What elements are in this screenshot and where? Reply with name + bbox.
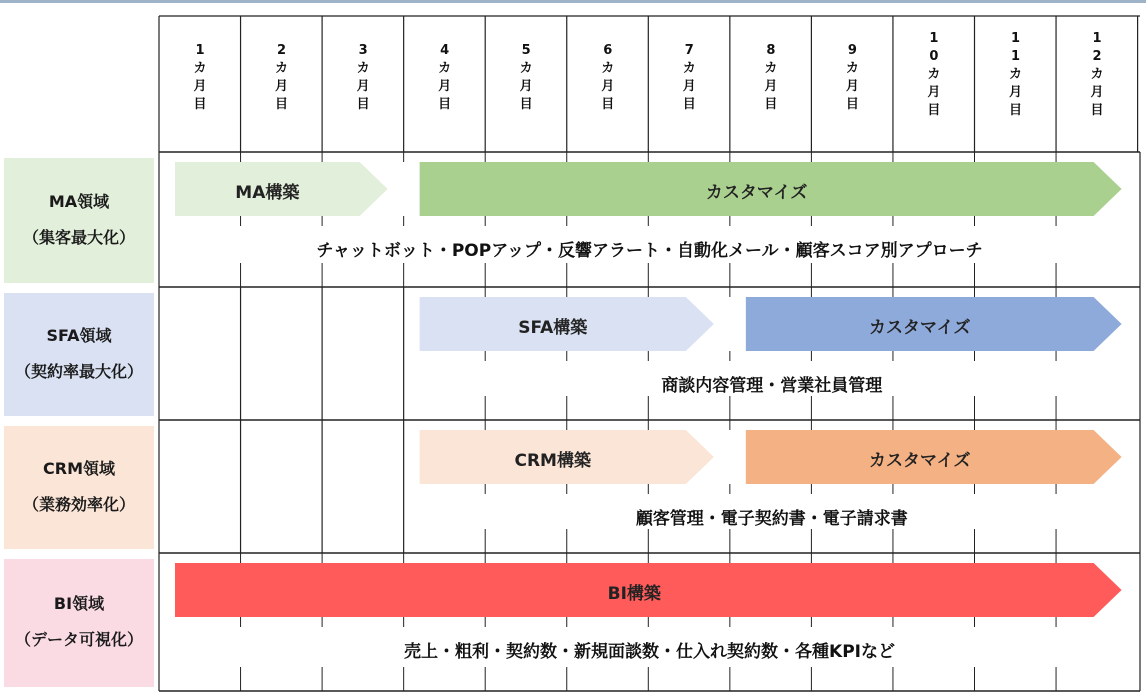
month-header-char: カ (193, 61, 207, 76)
month-header-char: 月 (845, 79, 859, 94)
row-label (4, 184, 154, 256)
phase-arrow-label: カスタマイズ (868, 318, 971, 338)
month-header-char: カ (1090, 67, 1104, 82)
month-header-5 (485, 42, 567, 114)
month-header-char: 目 (519, 97, 533, 112)
row-label (4, 451, 154, 523)
row-description: 顧客管理・電子契約書・電子請求書 (635, 509, 908, 529)
phase-arrow-label: MA構築 (235, 183, 300, 203)
row-description: 売上・粗利・契約数・新規面談数・仕入れ契約数・各種KPIなど (404, 642, 895, 662)
month-header-6 (567, 42, 649, 114)
month-header-char: 7 (684, 43, 694, 58)
month-header-char: 月 (1090, 85, 1104, 100)
month-header-char: 目 (601, 97, 615, 112)
month-header-char: カ (682, 61, 696, 76)
month-header-11 (975, 30, 1057, 120)
month-header-char: 1 (929, 31, 939, 46)
row-label-line1: MA領域 (48, 191, 110, 211)
month-header-char: 月 (193, 79, 207, 94)
month-header-char: 月 (438, 79, 452, 94)
phase-arrow-label: CRM構築 (514, 451, 591, 471)
row-description: チャットボット・POPアップ・反響アラート・自動化メール・顧客スコア別アプローチ (316, 241, 983, 261)
row-label-line2: （業務効率化） (22, 494, 135, 514)
row-label (4, 318, 154, 390)
month-header-char: 月 (275, 79, 289, 94)
month-header-char: カ (764, 61, 778, 76)
row-label-line1: SFA領域 (46, 325, 112, 345)
month-header-char: 目 (193, 97, 207, 112)
month-header-9 (811, 42, 893, 114)
month-header-2 (241, 42, 323, 114)
row-label (4, 586, 154, 658)
row-label-line1: CRM領域 (43, 458, 115, 478)
month-header-char: 1 (195, 43, 205, 58)
phase-arrow-label: カスタマイズ (868, 451, 971, 471)
month-header-char: 月 (682, 79, 696, 94)
month-header-char: 8 (766, 43, 776, 58)
month-header-7 (648, 42, 730, 114)
phase-arrow-label: カスタマイズ (705, 183, 808, 203)
month-header-10 (893, 30, 975, 120)
month-header-char: カ (356, 61, 370, 76)
month-header-char: カ (1008, 67, 1022, 82)
month-header-char: 1 (1010, 31, 1021, 46)
month-header-char: 月 (356, 79, 370, 94)
row-label-line2: （集客最大化） (22, 227, 135, 247)
month-header-char: 月 (764, 79, 778, 94)
month-header-char: 目 (1008, 103, 1022, 118)
month-header-char: カ (275, 61, 289, 76)
month-header-char: カ (927, 67, 941, 82)
month-header-1 (159, 42, 241, 114)
month-header-char: 1 (1092, 31, 1102, 46)
month-header-char: 2 (277, 43, 287, 58)
row-description: 商談内容管理・営業社員管理 (661, 376, 883, 396)
month-header-char: カ (601, 61, 615, 76)
month-header-8 (730, 42, 812, 114)
month-header-char: 1 (1010, 49, 1021, 64)
month-header-char: 4 (440, 43, 450, 58)
month-header-char: 0 (929, 49, 939, 64)
month-header-char: 月 (601, 79, 615, 94)
month-header-char: 目 (682, 97, 696, 112)
month-header-char: 目 (438, 97, 452, 112)
row-label-line2: （契約率最大化） (14, 361, 143, 381)
month-header-char: 目 (927, 103, 941, 118)
phase-arrow-label: BI構築 (607, 584, 661, 604)
month-header-3 (322, 42, 404, 114)
month-header-char: 5 (521, 43, 531, 58)
month-header-char: カ (519, 61, 533, 76)
month-header-char: 2 (1092, 49, 1102, 64)
month-header-char: 目 (356, 97, 370, 112)
row-label-line1: BI領域 (53, 594, 105, 613)
month-header-char: カ (845, 61, 859, 76)
month-header-12 (1056, 30, 1138, 120)
phase-arrow-label: SFA構築 (518, 318, 588, 338)
month-header-char: 6 (603, 43, 613, 58)
month-header-char: 月 (519, 79, 533, 94)
month-header-char: カ (438, 61, 452, 76)
month-header-char: 9 (847, 43, 857, 58)
month-header-4 (404, 42, 486, 114)
month-header-char: 目 (764, 97, 778, 112)
month-header-char: 月 (927, 85, 941, 100)
month-header-char: 目 (275, 97, 289, 112)
month-header-char: 目 (1090, 103, 1104, 118)
month-header-char: 3 (358, 43, 368, 58)
row-label-line2: （データ可視化） (14, 630, 143, 649)
month-header-char: 月 (1008, 85, 1022, 100)
month-header-char: 目 (845, 97, 859, 112)
